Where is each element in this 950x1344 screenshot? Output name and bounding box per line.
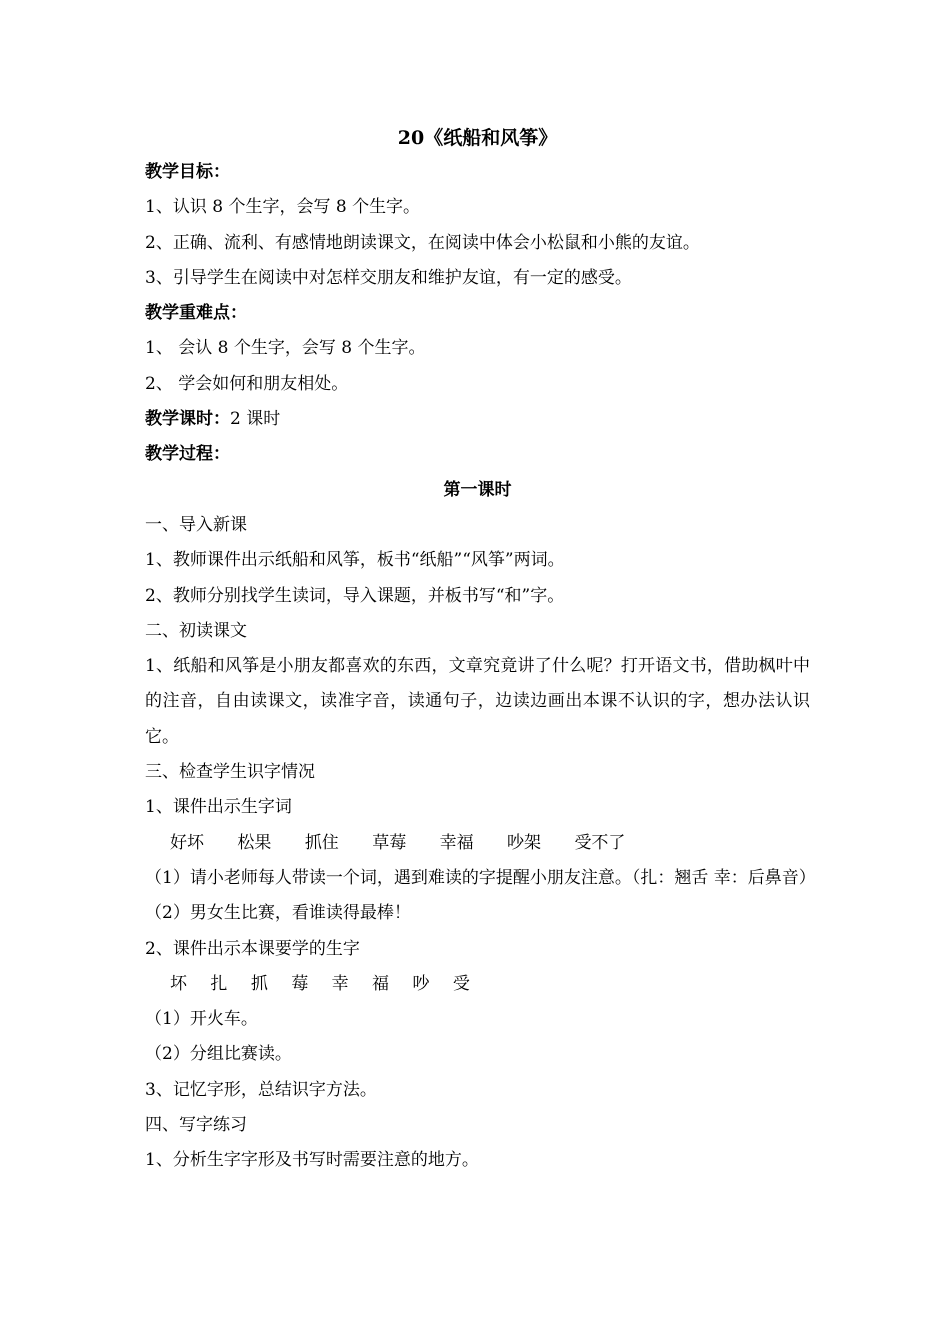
word: 受不了 bbox=[574, 832, 626, 853]
word-list bbox=[145, 826, 810, 861]
word: 草莓 bbox=[372, 832, 407, 853]
section-item: 2、教师分别找学生读词，导入课题，并板书写“和”字。 bbox=[145, 585, 565, 606]
session-title: 第一课时 bbox=[443, 479, 512, 500]
character: 扎 bbox=[210, 973, 228, 994]
character: 福 bbox=[372, 973, 390, 994]
character: 幸 bbox=[331, 973, 349, 994]
word: 幸福 bbox=[439, 832, 474, 853]
hours-row bbox=[145, 402, 810, 437]
section-heading: 四、写字练习 bbox=[145, 1115, 247, 1136]
section-heading: 二、初读课文 bbox=[145, 620, 247, 641]
sub-step-item: （1）开火车。 bbox=[145, 1009, 258, 1030]
process-heading: 教学过程： bbox=[145, 444, 230, 465]
goal-item: 1、认识 8 个生字，会写 8 个生字。 bbox=[145, 197, 421, 218]
section-item: 1、分析生字字形及书写时需要注意的地方。 bbox=[145, 1150, 479, 1171]
word: 吵架 bbox=[507, 832, 542, 853]
goals-heading: 教学目标： bbox=[145, 162, 230, 182]
character: 抓 bbox=[250, 973, 268, 994]
word: 松果 bbox=[237, 832, 272, 853]
key-point-item: 2、 学会如何和朋友相处。 bbox=[145, 373, 349, 394]
word: 好坏 bbox=[170, 832, 204, 853]
section-heading: 三、检查学生识字情况 bbox=[145, 762, 315, 783]
key-points-heading: 教学重难点： bbox=[145, 303, 247, 324]
step-item: 3、记忆字形，总结识字方法。 bbox=[145, 1079, 377, 1100]
character: 坏 bbox=[170, 973, 187, 994]
step-item: 1、课件出示生字词 bbox=[145, 797, 292, 818]
document-title: 20《纸船和风筝》 bbox=[397, 127, 558, 149]
goal-item: 3、引导学生在阅读中对怎样交朋友和维护友谊，有一定的感受。 bbox=[145, 267, 632, 288]
section-item: 1、教师课件出示纸船和风筝，板书“纸船”“风筝”两词。 bbox=[145, 550, 565, 571]
section-paragraph: 1、纸船和风筝是小朋友都喜欢的东西，文章究竟讲了什么呢？打开语文书，借助枫叶中的注音，自由读课文，读准字音，读通句子，边读边画出本课不认识的字，想办法认识它。 bbox=[145, 656, 810, 747]
hours-label: 教学课时： bbox=[145, 409, 230, 430]
word: 抓住 bbox=[304, 832, 339, 853]
character: 莓 bbox=[291, 973, 309, 994]
step-item: 2、课件出示本课要学的生字 bbox=[145, 938, 360, 959]
character: 受 bbox=[452, 973, 470, 994]
character-list bbox=[145, 967, 810, 1002]
section-heading: 一、导入新课 bbox=[145, 514, 247, 535]
hours-value: 2 课时 bbox=[230, 409, 281, 430]
lesson-plan bbox=[145, 122, 816, 1179]
character: 吵 bbox=[412, 973, 430, 994]
key-point-item: 1、 会认 8 个生字，会写 8 个生字。 bbox=[145, 338, 426, 359]
sub-step-item: （1）请小老师每人带读一个词，遇到难读的字提醒小朋友注意。（扎：翘舌 幸：后鼻音） bbox=[145, 867, 816, 888]
goal-item: 2、正确、流利、有感情地朗读课文，在阅读中体会小松鼠和小熊的友谊。 bbox=[145, 232, 700, 253]
sub-step-item: （2）分组比赛读。 bbox=[145, 1044, 292, 1065]
sub-step-item: （2）男女生比赛，看谁读得最棒！ bbox=[145, 903, 411, 924]
